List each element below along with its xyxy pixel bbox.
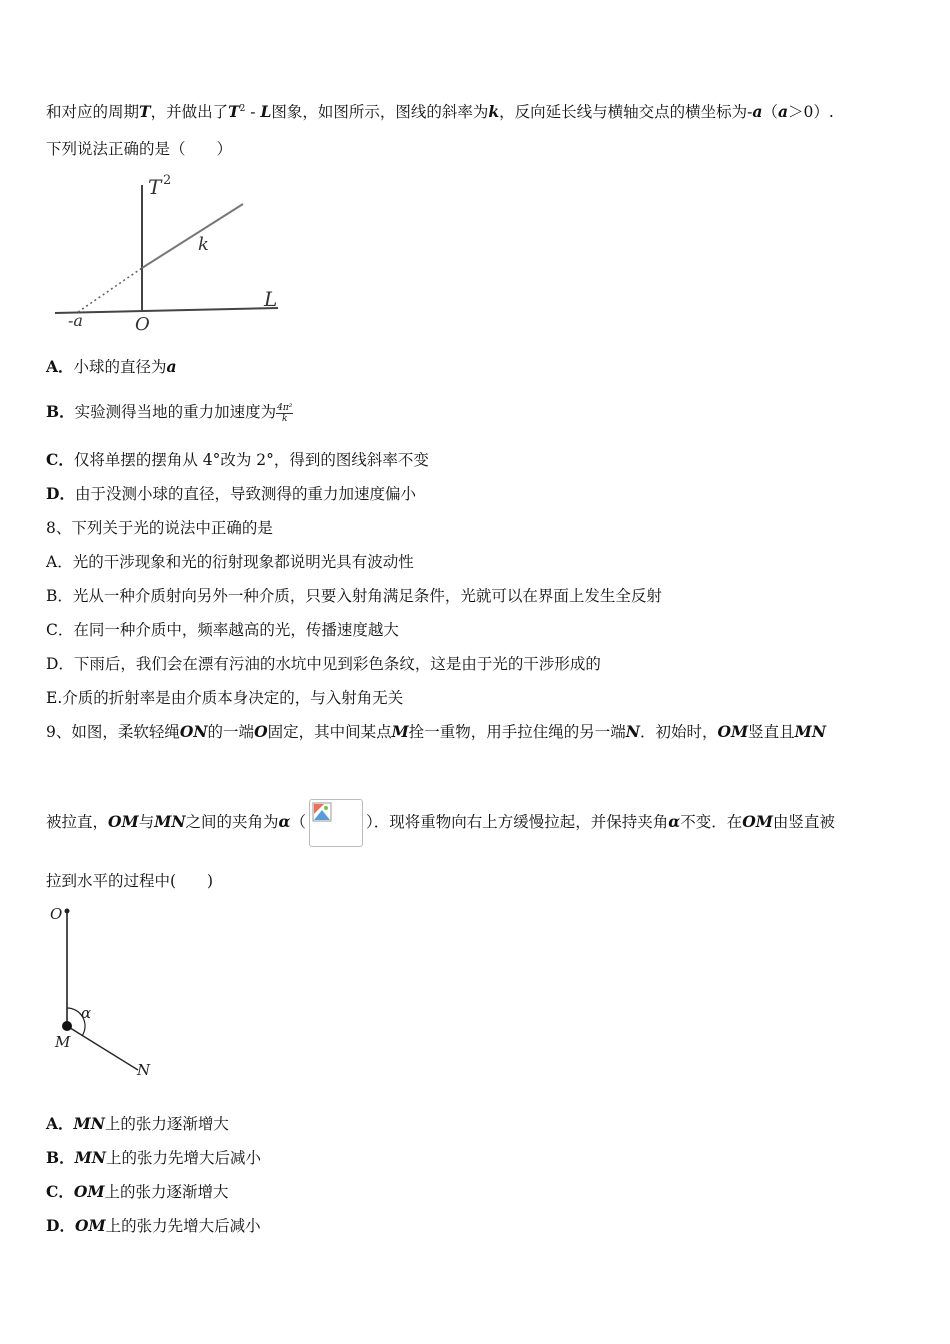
q7-option-d[interactable]: D．由于没测小球的直径，导致测得的重力加速度偏小 xyxy=(46,484,416,503)
label-alpha: α xyxy=(81,1004,92,1022)
broken-image-icon xyxy=(312,802,332,822)
dashed-extension xyxy=(78,268,142,312)
q7-option-a[interactable]: A．小球的直径为a xyxy=(46,357,177,376)
label-m: M xyxy=(55,1033,71,1051)
q8-option-e[interactable]: E.介质的折射率是由介质本身决定的，与入射角无关 xyxy=(46,689,404,707)
fraction: $\frac{\text{4π²}}{k}$ xyxy=(277,402,293,424)
q9-stem-line2: 被拉直，OM与MN之间的夹角为α（ ）．现将重物向右上方缓慢拉起，并保持夹角α不变．在OM由竖直被 xyxy=(46,798,835,846)
q7-stem-line2: 下列说法正确的是（ ） xyxy=(46,140,233,158)
q7-stem-line1: 和对应的周期T，并做出了$T^2$ - L图象，如图所示，图线的斜率为k，反向延长线与横轴交点的横坐标为-a（a＞0）. xyxy=(46,102,834,121)
weight-m xyxy=(62,1021,72,1031)
label-o: O xyxy=(50,905,63,923)
slope-label: k xyxy=(198,234,209,255)
q7-option-c[interactable]: C．仅将单摆的摆角从 4°改为 2°，得到的图线斜率不变 xyxy=(46,450,429,469)
q7-graph xyxy=(50,170,290,340)
y-axis-sup: 2 xyxy=(163,173,172,188)
q8-title: 8、下列关于光的说法中正确的是 xyxy=(46,519,273,537)
x-axis-label: L xyxy=(264,287,278,311)
q8-option-c[interactable]: C．在同一种介质中，频率越高的光，传播速度越大 xyxy=(46,621,399,639)
graph-line xyxy=(142,204,243,268)
q9-option-c[interactable]: C．OM上的张力逐渐增大 xyxy=(46,1182,229,1201)
q7-option-b[interactable]: B．实验测得当地的重力加速度为 $\frac{\text{4π²}}{k}$ xyxy=(46,402,293,424)
q8-option-a[interactable]: A．光的干涉现象和光的衍射现象都说明光具有波动性 xyxy=(46,553,414,571)
q9-option-a[interactable]: A．MN上的张力逐渐增大 xyxy=(46,1114,229,1133)
q9-option-b[interactable]: B．MN上的张力先增大后减小 xyxy=(46,1148,261,1167)
q9-figure xyxy=(45,900,165,1085)
q9-option-d[interactable]: D．OM上的张力先增大后减小 xyxy=(46,1216,261,1235)
origin-label: O xyxy=(135,314,150,335)
q9-stem-line1: 9、如图，柔软轻绳ON的一端O固定，其中间某点M拴一重物，用手拉住绳的另一端N．初始时，OM竖直且MN xyxy=(46,722,826,741)
rope-mn xyxy=(67,1026,138,1070)
intercept-label: -a xyxy=(68,311,83,330)
label-n: N xyxy=(137,1061,151,1079)
q8-option-b[interactable]: B．光从一种介质射向另外一种介质，只要入射角满足条件，光就可以在界面上发生全反射 xyxy=(46,587,662,605)
q8-option-d[interactable]: D．下雨后，我们会在漂有污油的水坑中见到彩色条纹，这是由于光的干涉形成的 xyxy=(46,655,601,673)
x-axis xyxy=(55,308,278,313)
q9-stem-line3: 拉到水平的过程中( ) xyxy=(46,872,214,890)
y-axis-label: T xyxy=(148,175,162,199)
broken-image-placeholder xyxy=(309,799,363,847)
